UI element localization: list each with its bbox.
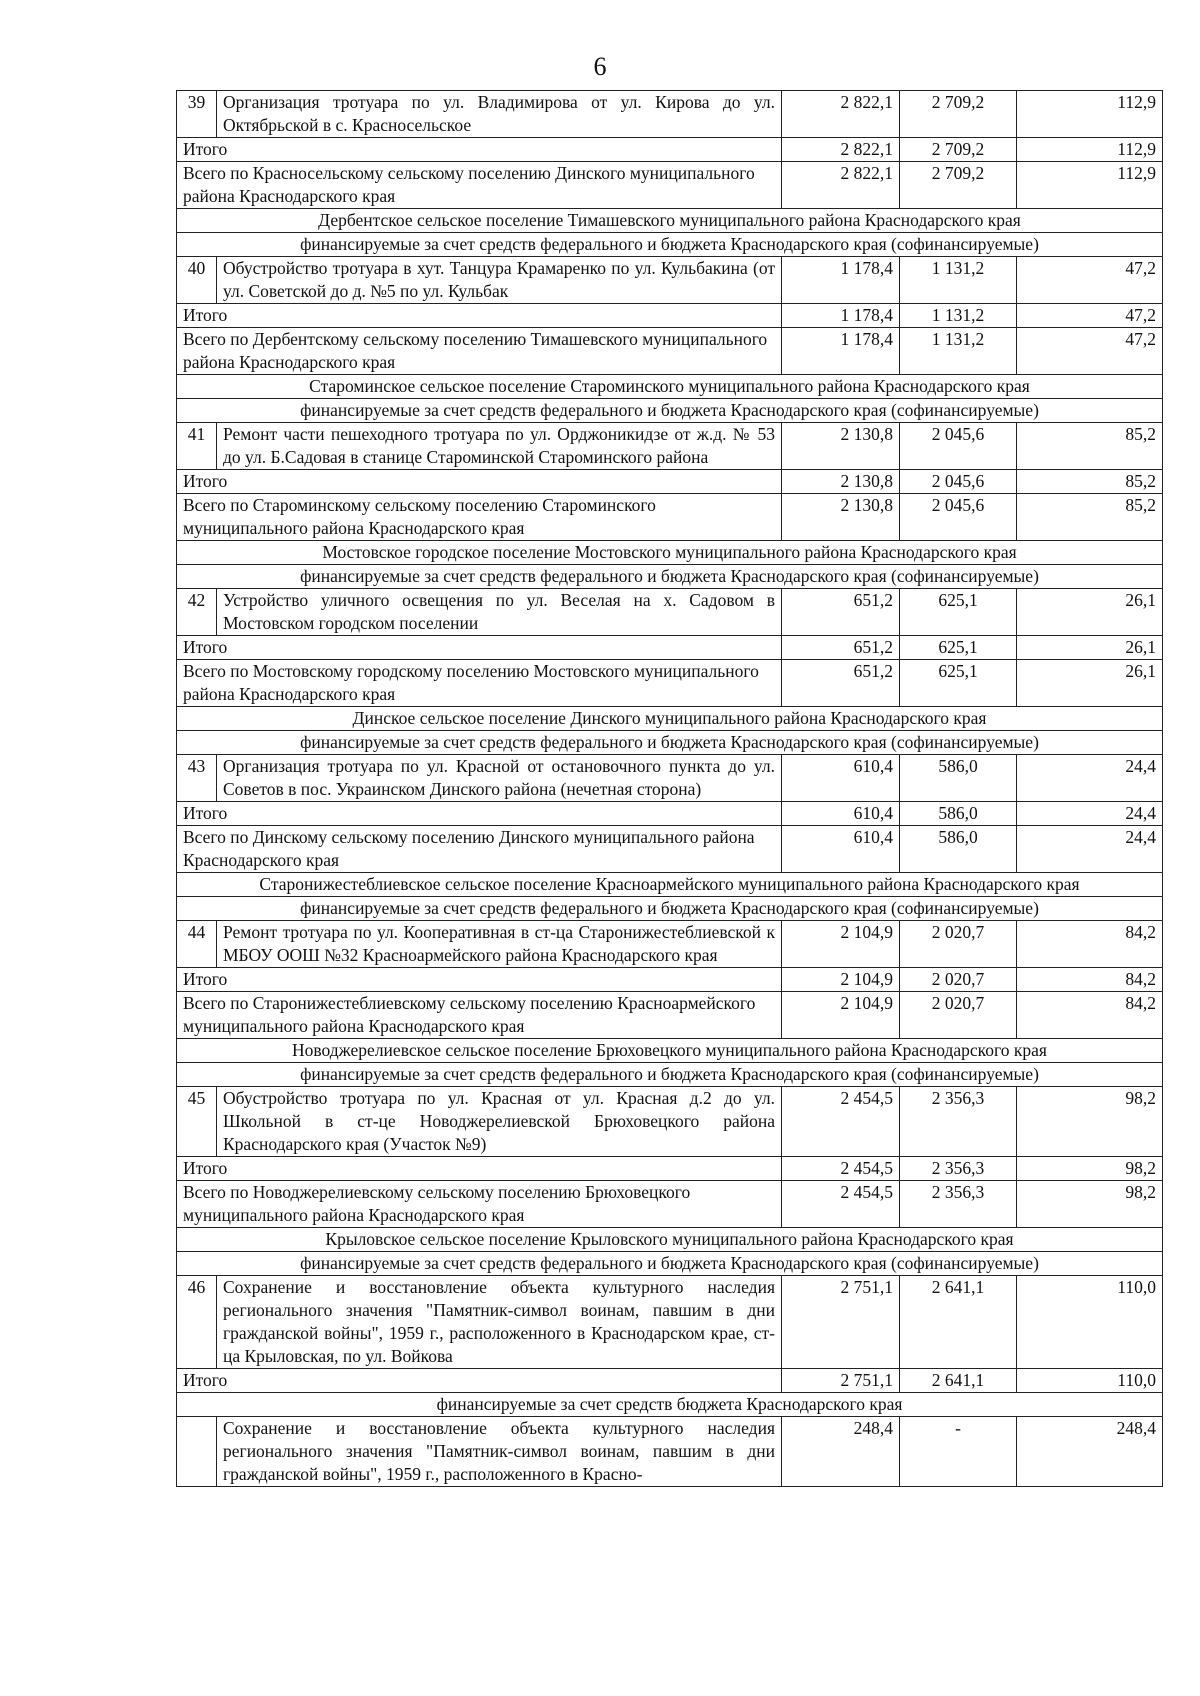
value-cell: 2 130,8 bbox=[782, 423, 900, 470]
total-label-cell: Итого bbox=[177, 802, 782, 826]
section-header-row bbox=[177, 1063, 1163, 1087]
total-value-cell: 2 822,1 bbox=[782, 138, 900, 162]
total-value-cell: 84,2 bbox=[1017, 968, 1163, 992]
section-header-cell: финансируемые за счет средств федерального и бюджета Краснодарского края (софинансируемые) bbox=[177, 1063, 1163, 1087]
row-number-cell: 39 bbox=[177, 91, 217, 138]
section-header-cell: Новоджерелиевское сельское поселение Брюховецкого муниципального района Краснодарского края bbox=[177, 1039, 1163, 1063]
total-value-cell: 2 130,8 bbox=[782, 494, 900, 541]
section-header-cell: финансируемые за счет средств федерального и бюджета Краснодарского края (софинансируемые) bbox=[177, 1252, 1163, 1276]
total-value-cell: 2 356,3 bbox=[900, 1181, 1017, 1228]
total-value-cell: 112,9 bbox=[1017, 162, 1163, 209]
value-cell: 586,0 bbox=[900, 755, 1017, 802]
description-cell: Устройство уличного освещения по ул. Веселая на х. Садовом в Мостовском городском поселении bbox=[217, 589, 782, 636]
total-value-cell: 625,1 bbox=[900, 660, 1017, 707]
total-row bbox=[177, 1181, 1163, 1228]
total-value-cell: 2 454,5 bbox=[782, 1181, 900, 1228]
section-header-row bbox=[177, 1252, 1163, 1276]
total-value-cell: 110,0 bbox=[1017, 1369, 1163, 1393]
value-cell: 2 751,1 bbox=[782, 1276, 900, 1369]
value-cell: 1 178,4 bbox=[782, 257, 900, 304]
total-value-cell: 2 641,1 bbox=[900, 1369, 1017, 1393]
value-cell: 248,4 bbox=[1017, 1417, 1163, 1487]
table-row bbox=[177, 1417, 1163, 1487]
value-cell: 84,2 bbox=[1017, 921, 1163, 968]
description-cell: Ремонт тротуара по ул. Кооперативная в ст-ца Старонижестеблиевской к МБОУ ООШ №32 Красноармейского района Краснодарского края bbox=[217, 921, 782, 968]
total-value-cell: 2 130,8 bbox=[782, 470, 900, 494]
value-cell: 2 045,6 bbox=[900, 423, 1017, 470]
description-cell: Обустройство тротуара в хут. Танцура Крамаренко по ул. Кульбакина (от ул. Советской до д. №5 по ул. Кульбак bbox=[217, 257, 782, 304]
value-cell: 651,2 bbox=[782, 589, 900, 636]
total-value-cell: 651,2 bbox=[782, 660, 900, 707]
section-header-cell: финансируемые за счет средств федерального и бюджета Краснодарского края (софинансируемые) bbox=[177, 731, 1163, 755]
section-header-cell: Мостовское городское поселение Мостовского муниципального района Краснодарского края bbox=[177, 541, 1163, 565]
table-body bbox=[177, 91, 1163, 1487]
value-cell: 2 020,7 bbox=[900, 921, 1017, 968]
total-label-cell: Итого bbox=[177, 1369, 782, 1393]
total-value-cell: 26,1 bbox=[1017, 636, 1163, 660]
total-label-cell: Всего по Динскому сельскому поселению Динского муниципального района Краснодарского края bbox=[177, 826, 782, 873]
total-row bbox=[177, 328, 1163, 375]
total-value-cell: 47,2 bbox=[1017, 304, 1163, 328]
total-value-cell: 1 131,2 bbox=[900, 304, 1017, 328]
total-value-cell: 2 045,6 bbox=[900, 470, 1017, 494]
value-cell: 24,4 bbox=[1017, 755, 1163, 802]
total-value-cell: 98,2 bbox=[1017, 1181, 1163, 1228]
section-header-cell: Крыловское сельское поселение Крыловского муниципального района Краснодарского края bbox=[177, 1228, 1163, 1252]
total-value-cell: 2 454,5 bbox=[782, 1157, 900, 1181]
section-header-cell: финансируемые за счет средств федерального и бюджета Краснодарского края (софинансируемые) bbox=[177, 233, 1163, 257]
table-row bbox=[177, 589, 1163, 636]
total-label-cell: Всего по Мостовскому городскому поселению Мостовского муниципального района Краснодарского края bbox=[177, 660, 782, 707]
total-label-cell: Итого bbox=[177, 1157, 782, 1181]
table-row bbox=[177, 91, 1163, 138]
total-row bbox=[177, 1157, 1163, 1181]
value-cell: 1 131,2 bbox=[900, 257, 1017, 304]
row-number-cell: 42 bbox=[177, 589, 217, 636]
total-row bbox=[177, 992, 1163, 1039]
row-number-cell bbox=[177, 1417, 217, 1487]
total-label-cell: Всего по Новоджерелиевскому сельскому поселению Брюховецкого муниципального района Краснодарского края bbox=[177, 1181, 782, 1228]
total-value-cell: 85,2 bbox=[1017, 494, 1163, 541]
total-value-cell: 1 178,4 bbox=[782, 328, 900, 375]
total-value-cell: 24,4 bbox=[1017, 826, 1163, 873]
total-label-cell: Всего по Старонижестеблиевскому сельскому поселению Красноармейского муниципального района Краснодарского края bbox=[177, 992, 782, 1039]
section-header-cell: Староминское сельское поселение Староминского муниципального района Краснодарского края bbox=[177, 375, 1163, 399]
total-value-cell: 610,4 bbox=[782, 826, 900, 873]
description-cell: Обустройство тротуара по ул. Красная от ул. Красная д.2 до ул. Школьной в ст-це Новоджерелиевской Брюховецкого района Краснодарского края (Участок №9) bbox=[217, 1087, 782, 1157]
section-header-row bbox=[177, 1039, 1163, 1063]
value-cell: 625,1 bbox=[900, 589, 1017, 636]
total-value-cell: 610,4 bbox=[782, 802, 900, 826]
row-number-cell: 44 bbox=[177, 921, 217, 968]
value-cell: 110,0 bbox=[1017, 1276, 1163, 1369]
section-header-cell: финансируемые за счет средств федерального и бюджета Краснодарского края (софинансируемые) bbox=[177, 399, 1163, 423]
section-header-row bbox=[177, 873, 1163, 897]
section-header-cell: финансируемые за счет средств федерального и бюджета Краснодарского края (софинансируемые) bbox=[177, 565, 1163, 589]
row-number-cell: 46 bbox=[177, 1276, 217, 1369]
table-row bbox=[177, 1087, 1163, 1157]
total-label-cell: Всего по Красносельскому сельскому поселению Динского муниципального района Краснодарского края bbox=[177, 162, 782, 209]
total-row bbox=[177, 470, 1163, 494]
section-header-cell: финансируемые за счет средств бюджета Краснодарского края bbox=[177, 1393, 1163, 1417]
description-cell: Организация тротуара по ул. Владимирова от ул. Кирова до ул. Октябрьской в с. Красносельское bbox=[217, 91, 782, 138]
total-value-cell: 651,2 bbox=[782, 636, 900, 660]
total-label-cell: Итого bbox=[177, 138, 782, 162]
description-cell: Сохранение и восстановление объекта культурного наследия регионального значения "Памятник-символ воинам, павшим в дни гражданской войны", 1959 г., расположенного в Краснодарском крае, ст-ца Крыловская, по ул. Войкова bbox=[217, 1276, 782, 1369]
section-header-row bbox=[177, 209, 1163, 233]
section-header-row bbox=[177, 897, 1163, 921]
value-cell: - bbox=[900, 1417, 1017, 1487]
total-value-cell: 2 045,6 bbox=[900, 494, 1017, 541]
total-value-cell: 2 751,1 bbox=[782, 1369, 900, 1393]
total-value-cell: 2 020,7 bbox=[900, 992, 1017, 1039]
section-header-cell: Динское сельское поселение Динского муниципального района Краснодарского края bbox=[177, 707, 1163, 731]
total-value-cell: 112,9 bbox=[1017, 138, 1163, 162]
section-header-cell: Дербентское сельское поселение Тимашевского муниципального района Краснодарского края bbox=[177, 209, 1163, 233]
row-number-cell: 45 bbox=[177, 1087, 217, 1157]
total-row bbox=[177, 636, 1163, 660]
total-row bbox=[177, 162, 1163, 209]
value-cell: 98,2 bbox=[1017, 1087, 1163, 1157]
row-number-cell: 43 bbox=[177, 755, 217, 802]
total-row bbox=[177, 968, 1163, 992]
value-cell: 85,2 bbox=[1017, 423, 1163, 470]
total-label-cell: Всего по Староминскому сельскому поселению Староминского муниципального района Краснодарского края bbox=[177, 494, 782, 541]
section-header-row bbox=[177, 399, 1163, 423]
table-row bbox=[177, 1276, 1163, 1369]
description-cell: Сохранение и восстановление объекта культурного наследия регионального значения "Памятник-символ воинам, павшим в дни гражданской войны", 1959 г., расположенного в Красно- bbox=[217, 1417, 782, 1487]
section-header-row bbox=[177, 233, 1163, 257]
section-header-row bbox=[177, 541, 1163, 565]
total-row bbox=[177, 802, 1163, 826]
total-label-cell: Итого bbox=[177, 636, 782, 660]
value-cell: 2 709,2 bbox=[900, 91, 1017, 138]
section-header-row bbox=[177, 375, 1163, 399]
total-value-cell: 2 709,2 bbox=[900, 162, 1017, 209]
total-value-cell: 1 131,2 bbox=[900, 328, 1017, 375]
section-header-cell: финансируемые за счет средств федерального и бюджета Краснодарского края (софинансируемые) bbox=[177, 897, 1163, 921]
description-cell: Организация тротуара по ул. Красной от остановочного пункта до ул. Советов в пос. Украинском Динского района (нечетная сторона) bbox=[217, 755, 782, 802]
value-cell: 112,9 bbox=[1017, 91, 1163, 138]
total-label-cell: Итого bbox=[177, 968, 782, 992]
total-row bbox=[177, 826, 1163, 873]
total-row bbox=[177, 660, 1163, 707]
value-cell: 2 822,1 bbox=[782, 91, 900, 138]
total-label-cell: Итого bbox=[177, 470, 782, 494]
total-value-cell: 47,2 bbox=[1017, 328, 1163, 375]
section-header-row bbox=[177, 1228, 1163, 1252]
total-value-cell: 2 356,3 bbox=[900, 1157, 1017, 1181]
page-number: 6 bbox=[593, 52, 607, 81]
description-cell: Ремонт части пешеходного тротуара по ул. Орджоникидзе от ж.д. № 53 до ул. Б.Садовая в станице Староминской Староминского района bbox=[217, 423, 782, 470]
total-value-cell: 2 020,7 bbox=[900, 968, 1017, 992]
section-header-row bbox=[177, 565, 1163, 589]
table-row bbox=[177, 921, 1163, 968]
section-header-row bbox=[177, 1393, 1163, 1417]
value-cell: 26,1 bbox=[1017, 589, 1163, 636]
value-cell: 2 641,1 bbox=[900, 1276, 1017, 1369]
value-cell: 47,2 bbox=[1017, 257, 1163, 304]
value-cell: 2 454,5 bbox=[782, 1087, 900, 1157]
total-value-cell: 2 709,2 bbox=[900, 138, 1017, 162]
total-value-cell: 98,2 bbox=[1017, 1157, 1163, 1181]
total-row bbox=[177, 494, 1163, 541]
total-value-cell: 26,1 bbox=[1017, 660, 1163, 707]
total-row bbox=[177, 138, 1163, 162]
total-row bbox=[177, 304, 1163, 328]
value-cell: 248,4 bbox=[782, 1417, 900, 1487]
total-value-cell: 2 104,9 bbox=[782, 992, 900, 1039]
total-value-cell: 85,2 bbox=[1017, 470, 1163, 494]
section-header-cell: Старонижестеблиевское сельское поселение Красноармейского муниципального района Краснодарского края bbox=[177, 873, 1163, 897]
total-value-cell: 84,2 bbox=[1017, 992, 1163, 1039]
table-row bbox=[177, 257, 1163, 304]
value-cell: 610,4 bbox=[782, 755, 900, 802]
total-value-cell: 2 104,9 bbox=[782, 968, 900, 992]
total-value-cell: 586,0 bbox=[900, 826, 1017, 873]
financing-table bbox=[176, 90, 1163, 1487]
row-number-cell: 41 bbox=[177, 423, 217, 470]
total-value-cell: 24,4 bbox=[1017, 802, 1163, 826]
table-row bbox=[177, 423, 1163, 470]
table-row bbox=[177, 755, 1163, 802]
section-header-row bbox=[177, 707, 1163, 731]
section-header-row bbox=[177, 731, 1163, 755]
row-number-cell: 40 bbox=[177, 257, 217, 304]
total-label-cell: Итого bbox=[177, 304, 782, 328]
total-value-cell: 1 178,4 bbox=[782, 304, 900, 328]
value-cell: 2 104,9 bbox=[782, 921, 900, 968]
total-value-cell: 625,1 bbox=[900, 636, 1017, 660]
total-row bbox=[177, 1369, 1163, 1393]
value-cell: 2 356,3 bbox=[900, 1087, 1017, 1157]
total-label-cell: Всего по Дербентскому сельскому поселению Тимашевского муниципального района Краснодарского края bbox=[177, 328, 782, 375]
total-value-cell: 2 822,1 bbox=[782, 162, 900, 209]
total-value-cell: 586,0 bbox=[900, 802, 1017, 826]
